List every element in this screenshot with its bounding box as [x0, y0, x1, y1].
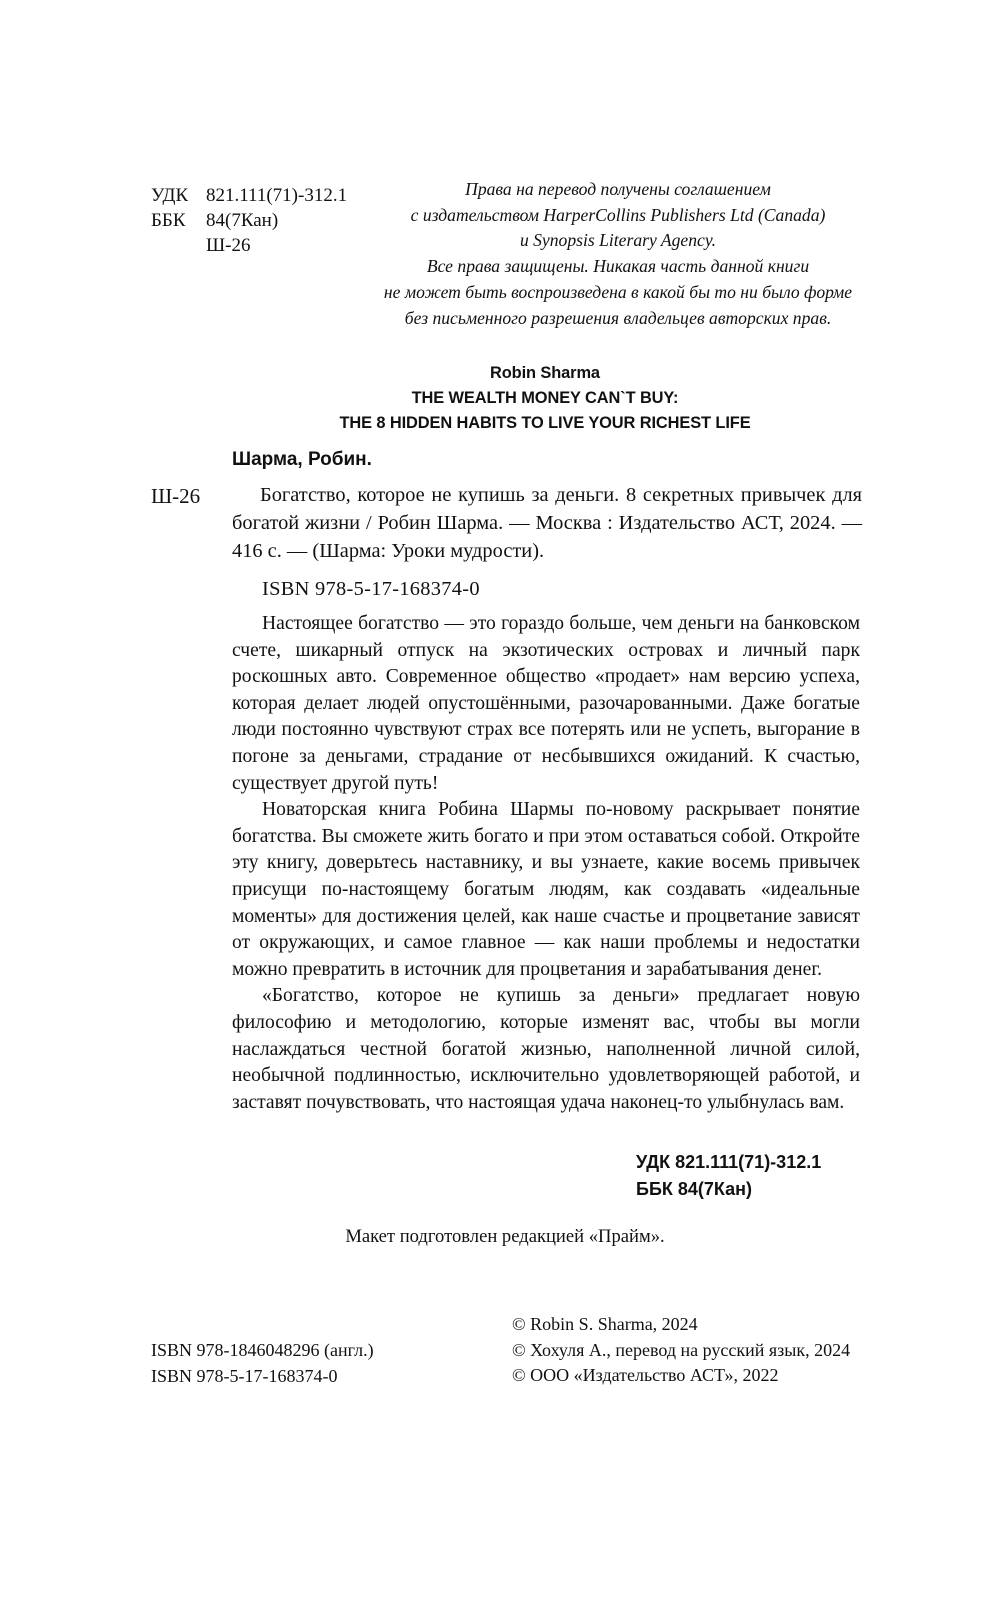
rights-line: Права на перевод получены соглашением: [465, 179, 771, 199]
layout-note: Макет подготовлен редакцией «Прайм».: [345, 1226, 665, 1247]
catalog-sign: Ш-26: [151, 484, 201, 508]
udk-value: 821.111(71)-312.1: [206, 185, 348, 206]
footer-bbk: ББК 84(7Кан): [636, 1179, 752, 1199]
udk-row: [151, 183, 347, 208]
annotation-paragraph: «Богатство, которое не купишь за деньги» предлагает новую философию и методологию, которые изменят вас, чтобы вы могли наслаждаться честной богатой жизнью, наполненной личной силой, необычной подлинностью, исключительно удовлетворяющей работой, и заставят почувствовать, что настоящая удача наконец-то улыбнулась вам.: [232, 985, 860, 1113]
author-sign: Ш-26: [206, 235, 251, 256]
isbn-block: [151, 1338, 374, 1389]
copyright-line: © ООО «Издательство АСТ», 2022: [512, 1365, 779, 1386]
rights-line: с издательством HarperCollins Publishers Ltd (Canada): [410, 204, 826, 225]
footer-codes: [636, 1149, 821, 1203]
isbn-line: ISBN 978-1846048296 (англ.): [151, 1340, 374, 1360]
copyright-line: © Хохуля А., перевод на русский язык, 2024: [512, 1339, 851, 1360]
rights-line: Все права защищены. Никакая часть данной книги: [426, 256, 810, 277]
annotation-paragraph: Новаторская книга Робина Шармы по-новому раскрывает понятие богатства. Вы сможете жить богато и при этом оставаться собой. Откройте эту книгу, доверьтесь наставнику, и вы узнаете, какие восемь привычек присущи по-настоящему богатым людям, как создавать «идеальные моменты» для достижения целей, как наше счастье и процветание зависят от окружающих, и самое главное — как наши проблемы и недостатки можно превратить в источник для процветания и зарабатывания денег.: [232, 799, 860, 980]
author-sign-row: [151, 233, 347, 258]
original-title-line2: THE 8 HIDDEN HABITS TO LIVE YOUR RICHEST LIFE: [339, 414, 751, 432]
rights-notice: [368, 177, 868, 331]
bbk-label: ББК: [151, 210, 186, 231]
catalog-isbn: ISBN 978-5-17-168374-0: [262, 578, 480, 600]
bibliographic-description: Богатство, которое не купишь за деньги. 8 секретных привычек для богатой жизни / Робин Шарма. — Москва : Издательство АСТ, 2024. — 416 с. — (Шарма: Уроки мудрости).: [232, 484, 862, 562]
original-title-block: [232, 361, 858, 436]
rights-line: без письменного разрешения владельцев авторских прав.: [404, 307, 832, 328]
rights-line: и Synopsis Literary Agency.: [519, 230, 717, 251]
bbk-row: [151, 208, 347, 233]
original-author: Robin Sharma: [490, 364, 600, 382]
isbn-line: ISBN 978-5-17-168374-0: [151, 1365, 338, 1386]
copyright-block: [512, 1312, 850, 1389]
bbk-value: 84(7Кан): [206, 210, 279, 231]
annotation: [232, 611, 860, 1116]
annotation-paragraph: Настоящее богатство — это гораздо больше, чем деньги на банковском счете, шикарный отпуск на экзотических островах и личный парк роскошных авто. Современное общество «продает» нам версию успеха, которая делает людей опустошёнными, разочарованными. Даже богатые люди постоянно чувствуют страх все потерять или не успеть, выгорание в погоне за деньгами, страдание от несбывшихся ожиданий. К счастью, существует другой путь!: [232, 613, 860, 794]
udk-label: УДК: [151, 185, 189, 206]
rights-line: не может быть воспроизведена в какой бы то ни было форме: [383, 281, 853, 302]
footer-udk: УДК 821.111(71)-312.1: [636, 1152, 822, 1172]
original-title-line1: THE WEALTH MONEY CAN`T BUY:: [411, 389, 679, 407]
classification-codes: [151, 183, 347, 258]
copyright-line: © Robin S. Sharma, 2024: [512, 1314, 698, 1334]
catalog-heading: Шарма, Робин.: [232, 449, 372, 470]
